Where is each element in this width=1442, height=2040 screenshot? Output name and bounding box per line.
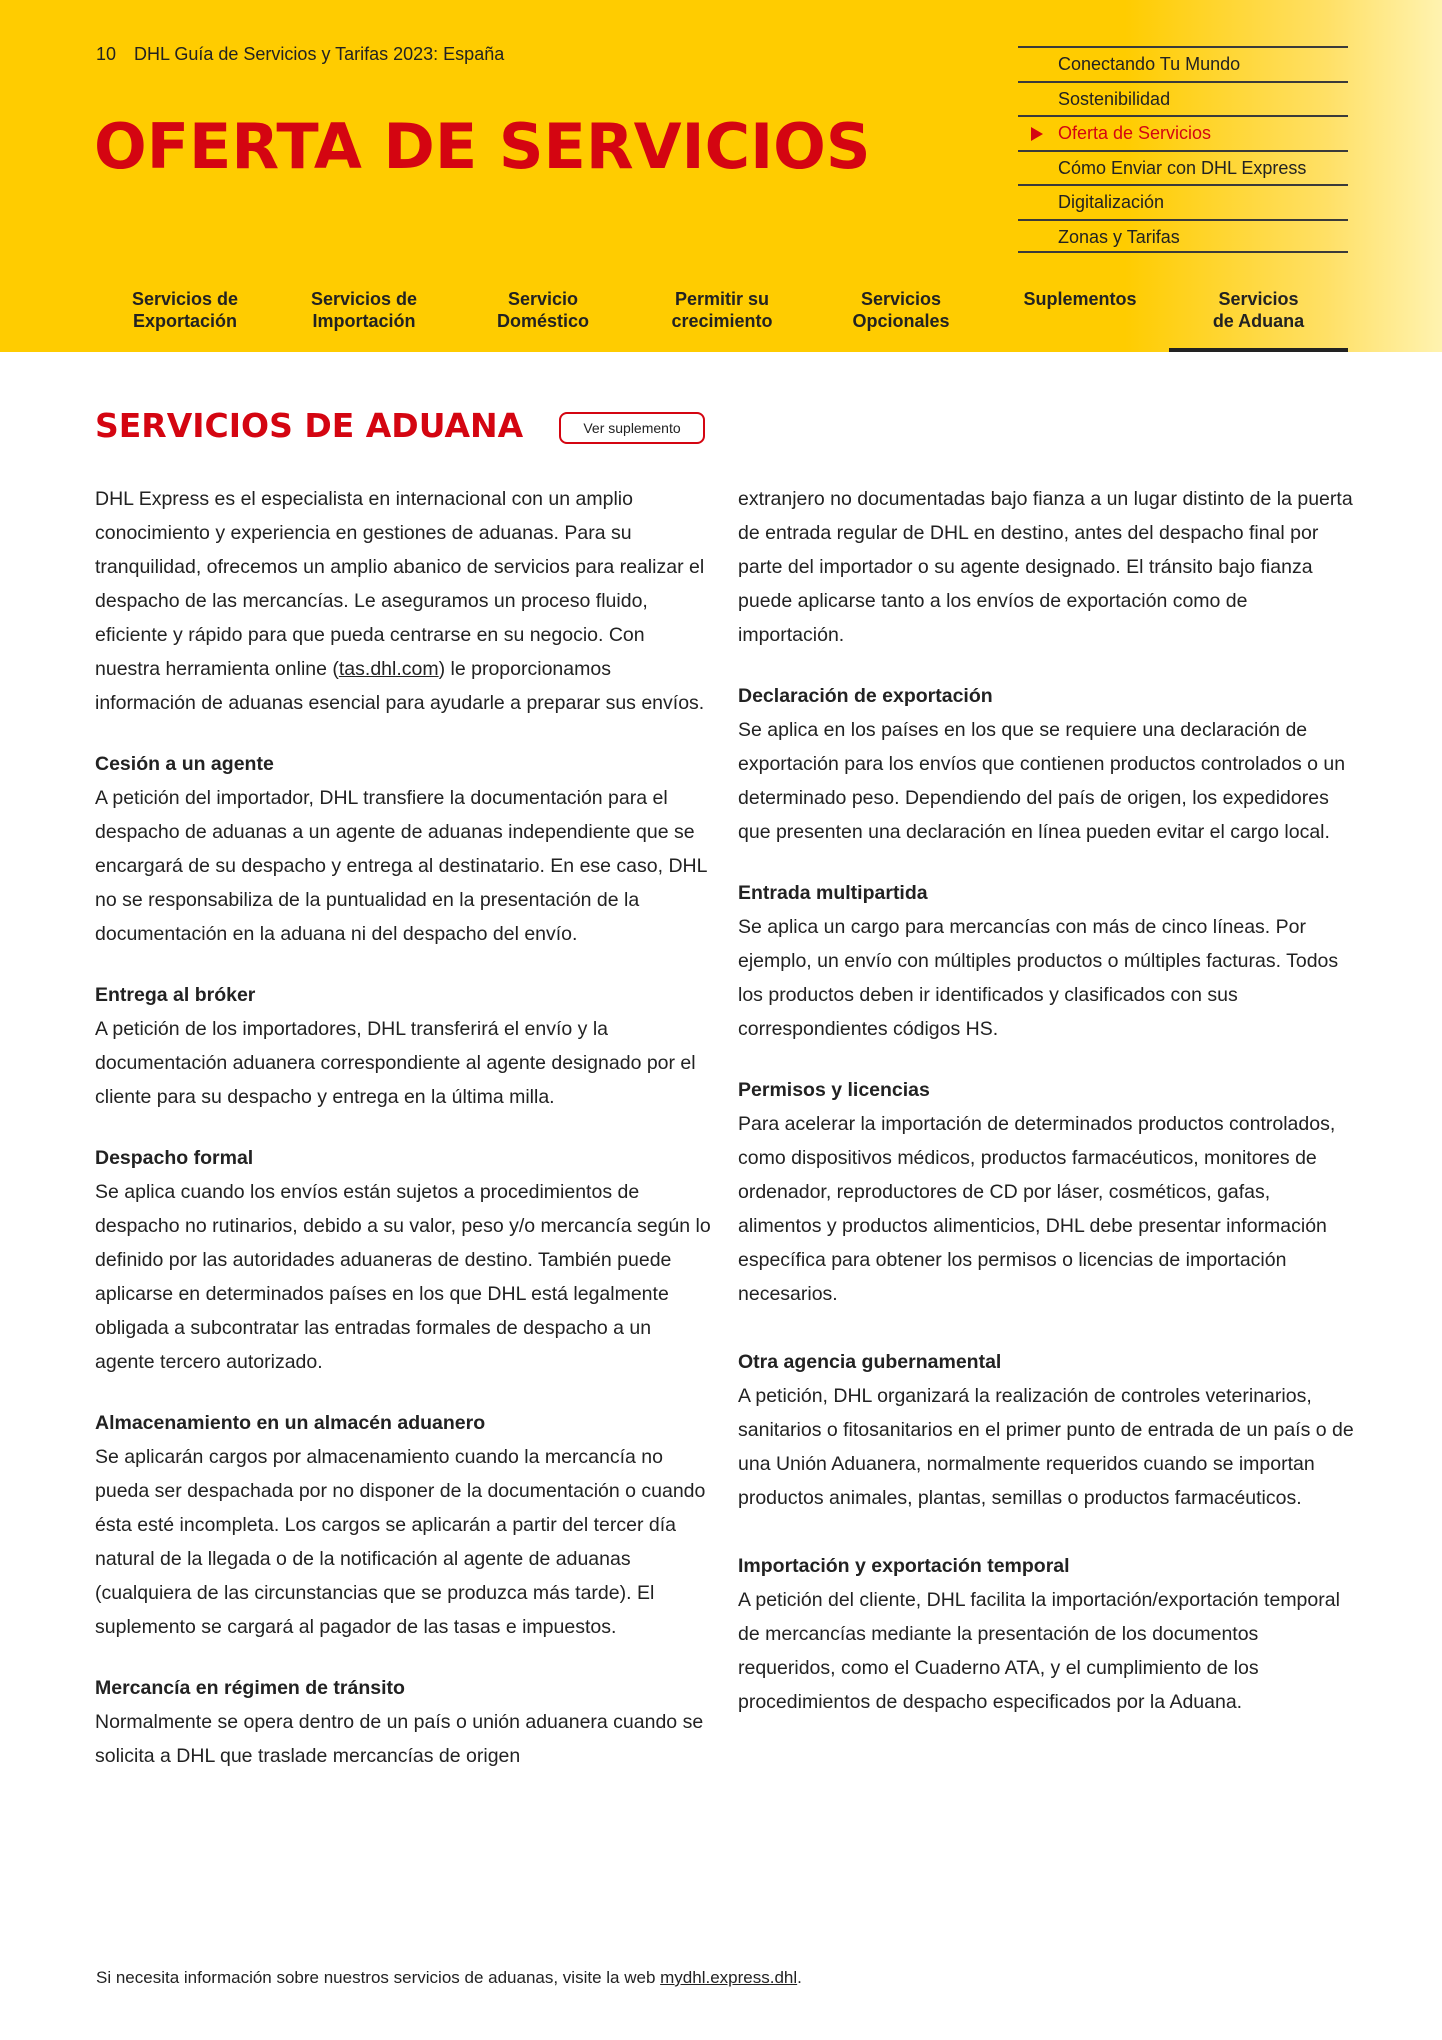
toc-item-label: Zonas y Tarifas [1058, 226, 1180, 247]
text-almacenamiento: Se aplicarán cargos por almacenamiento cuando la mercancía no pueda ser despachada por no disponer de la documentación o cuando ésta esté incompleta. Los cargos se aplicarán a partir del tercer día natural de la llegada o de la notificación al agente de aduanas (cualquiera de las circunstancias que se produzca más tarde). El suplemento se cargará al pagador de las tasas e impuestos. [95, 1446, 706, 1638]
toc-item-como-enviar[interactable] [1018, 150, 1348, 185]
tab-domestico[interactable] [453, 288, 633, 352]
tab-label: Exportación [132, 311, 238, 331]
toc-item-label: Cómo Enviar con DHL Express [1058, 157, 1307, 178]
triangle-right-icon [1031, 127, 1043, 141]
toc-item-label: Oferta de Servicios [1058, 123, 1212, 143]
intro-text: ) le proporcionamos información de aduanas esencial para ayudarle a preparar sus envíos. [95, 658, 705, 714]
section-tabs [95, 288, 1348, 352]
tab-label: de Aduana [1212, 311, 1305, 331]
tab-label: Servicios de [131, 289, 239, 309]
tab-label: Doméstico [496, 311, 590, 331]
tab-label: Importación [312, 311, 416, 331]
tab-exportacion[interactable] [95, 288, 275, 352]
right-column [738, 482, 1358, 1719]
tab-label: Opcionales [852, 311, 950, 331]
heading-declaracion: Declaración de exportación [738, 685, 993, 707]
intro-paragraph [95, 482, 715, 720]
table-of-contents [1018, 46, 1348, 253]
tab-importacion[interactable] [274, 288, 454, 352]
heading-cesion: Cesión a un agente [95, 753, 274, 775]
toc-item-zonas[interactable] [1018, 219, 1348, 254]
toc-item-digitalizacion[interactable] [1018, 184, 1348, 219]
mydhl-link[interactable]: mydhl.express.dhl [660, 1968, 798, 1987]
page-header [0, 0, 1442, 352]
heading-multipartida: Entrada multipartida [738, 882, 928, 904]
footer-end: . [797, 1968, 802, 1987]
text-transito-cont: extranjero no documentadas bajo fianza a un lugar distinto de la puerta de entrada regular de DHL en destino, antes del despacho final por parte del importador o su agente designado. El tránsito bajo fianza puede aplicarse tanto a los envíos de exportación como de importación. [738, 488, 1353, 646]
intro-text: DHL Express es el especialista en internacional con un amplio conocimiento y experiencia en gestiones de aduanas. Para su tranquilidad, ofrecemos un amplio abanico de servicios para realizar el despacho de las mercancías. Le aseguramos un proceso fluido, eficiente y rápido para que pueda centrarse en su negocio. Con nuestra herramienta online ( [95, 488, 705, 680]
section-title: SERVICIOS DE ADUANA [95, 406, 524, 445]
page-number: 10 [96, 44, 117, 64]
text-cesion: A petición del importador, DHL transfiere la documentación para el despacho de aduanas a un agente de aduanas independiente que se encargará de su despacho y entrega al destinatario. En ese caso, DHL no se responsabiliza de la puntualidad en la presentación de la documentación en la aduana ni del despacho del envío. [95, 787, 707, 945]
text-permisos: Para acelerar la importación de determinados productos controlados, como dispositivos médicos, productos farmacéuticos, monitores de ordenador, reproductores de CD por láser, cosméticos, gafas, alimentos y productos alimenticios, DHL debe presentar información específica para obtener los permisos o licencias de importación necesarios. [738, 1113, 1336, 1305]
heading-despacho-formal: Despacho formal [95, 1147, 254, 1169]
text-declaracion: Se aplica en los países en los que se requiere una declaración de exportación para los envíos que contienen productos controlados o un determinado peso. Dependiendo del país de origen, los expedidores que presenten una declaración en línea pueden evitar el cargo local. [738, 719, 1346, 843]
heading-otra-agencia: Otra agencia gubernamental [738, 1351, 1002, 1373]
toc-item-conectando[interactable] [1018, 46, 1348, 81]
running-header [96, 44, 504, 65]
page-title: OFERTA DE SERVICIOS [94, 110, 871, 183]
text-multipartida: Se aplica un cargo para mercancías con más de cinco líneas. Por ejemplo, un envío con múltiples productos o múltiples facturas. Todos los productos deben ir identificados y clasificados con sus correspondientes códigos HS. [738, 916, 1339, 1040]
heading-permisos: Permisos y licencias [738, 1079, 930, 1101]
tab-opcionales[interactable] [811, 288, 991, 352]
toc-item-label: Digitalización [1058, 192, 1165, 212]
ver-suplemento-button[interactable]: Ver suplemento [559, 412, 705, 444]
toc-item-label: Conectando Tu Mundo [1058, 54, 1241, 74]
footer-note [96, 1968, 802, 1988]
tab-label: Servicios [1218, 289, 1299, 309]
tab-label: Permitir su [674, 289, 770, 309]
tab-label: Servicio [507, 289, 579, 309]
tab-label: Servicios [860, 289, 942, 309]
tab-label: Servicios de [310, 289, 418, 309]
text-transito: Normalmente se opera dentro de un país o unión aduanera cuando se solicita a DHL que traslade mercancías de origen [95, 1711, 704, 1767]
heading-almacenamiento: Almacenamiento en un almacén aduanero [95, 1412, 486, 1434]
tab-aduana[interactable] [1169, 288, 1348, 352]
tab-label: crecimiento [671, 311, 773, 331]
toc-item-label: Sostenibilidad [1058, 88, 1171, 109]
text-broker: A petición de los importadores, DHL transferirá el envío y la documentación aduanera correspondiente al agente designado por el cliente para su despacho y entrega en la última milla. [95, 1018, 696, 1108]
left-column [95, 482, 715, 1773]
toc-item-sostenibilidad[interactable] [1018, 81, 1348, 116]
tab-suplementos[interactable] [990, 288, 1170, 352]
tab-crecimiento[interactable] [632, 288, 812, 352]
text-temporal: A petición del cliente, DHL facilita la importación/exportación temporal de mercancías mediante la presentación de los documentos requeridos, como el Cuaderno ATA, y el cumplimiento de los procedimientos de despacho especificados por la Aduana. [738, 1589, 1340, 1713]
heading-temporal: Importación y exportación temporal [738, 1555, 1070, 1577]
text-otra-agencia: A petición, DHL organizará la realización de controles veterinarios, sanitarios o fitosanitarios en el primer punto de entrada de un país o de una Unión Aduanera, normalmente requeridos cuando se importan productos animales, plantas, semillas o productos farmacéuticos. [738, 1385, 1354, 1509]
document-title: DHL Guía de Servicios y Tarifas 2023: España [134, 44, 505, 64]
heading-transito: Mercancía en régimen de tránsito [95, 1677, 405, 1699]
text-despacho-formal: Se aplica cuando los envíos están sujetos a procedimientos de despacho no rutinarios, debido a su valor, peso y/o mercancía según lo definido por las autoridades aduaneras de destino. También puede aplicarse en determinados países en los que DHL está legalmente obligada a subcontratar las entradas formales de despacho a un agente tercero autorizado. [95, 1181, 711, 1373]
heading-broker: Entrega al bróker [95, 984, 256, 1006]
toc-item-oferta[interactable] [1018, 115, 1348, 150]
tab-label: Suplementos [1023, 289, 1137, 309]
tas-link[interactable]: tas.dhl.com [338, 658, 439, 680]
footer-text: Si necesita información sobre nuestros servicios de aduanas, visite la web [96, 1968, 661, 1987]
